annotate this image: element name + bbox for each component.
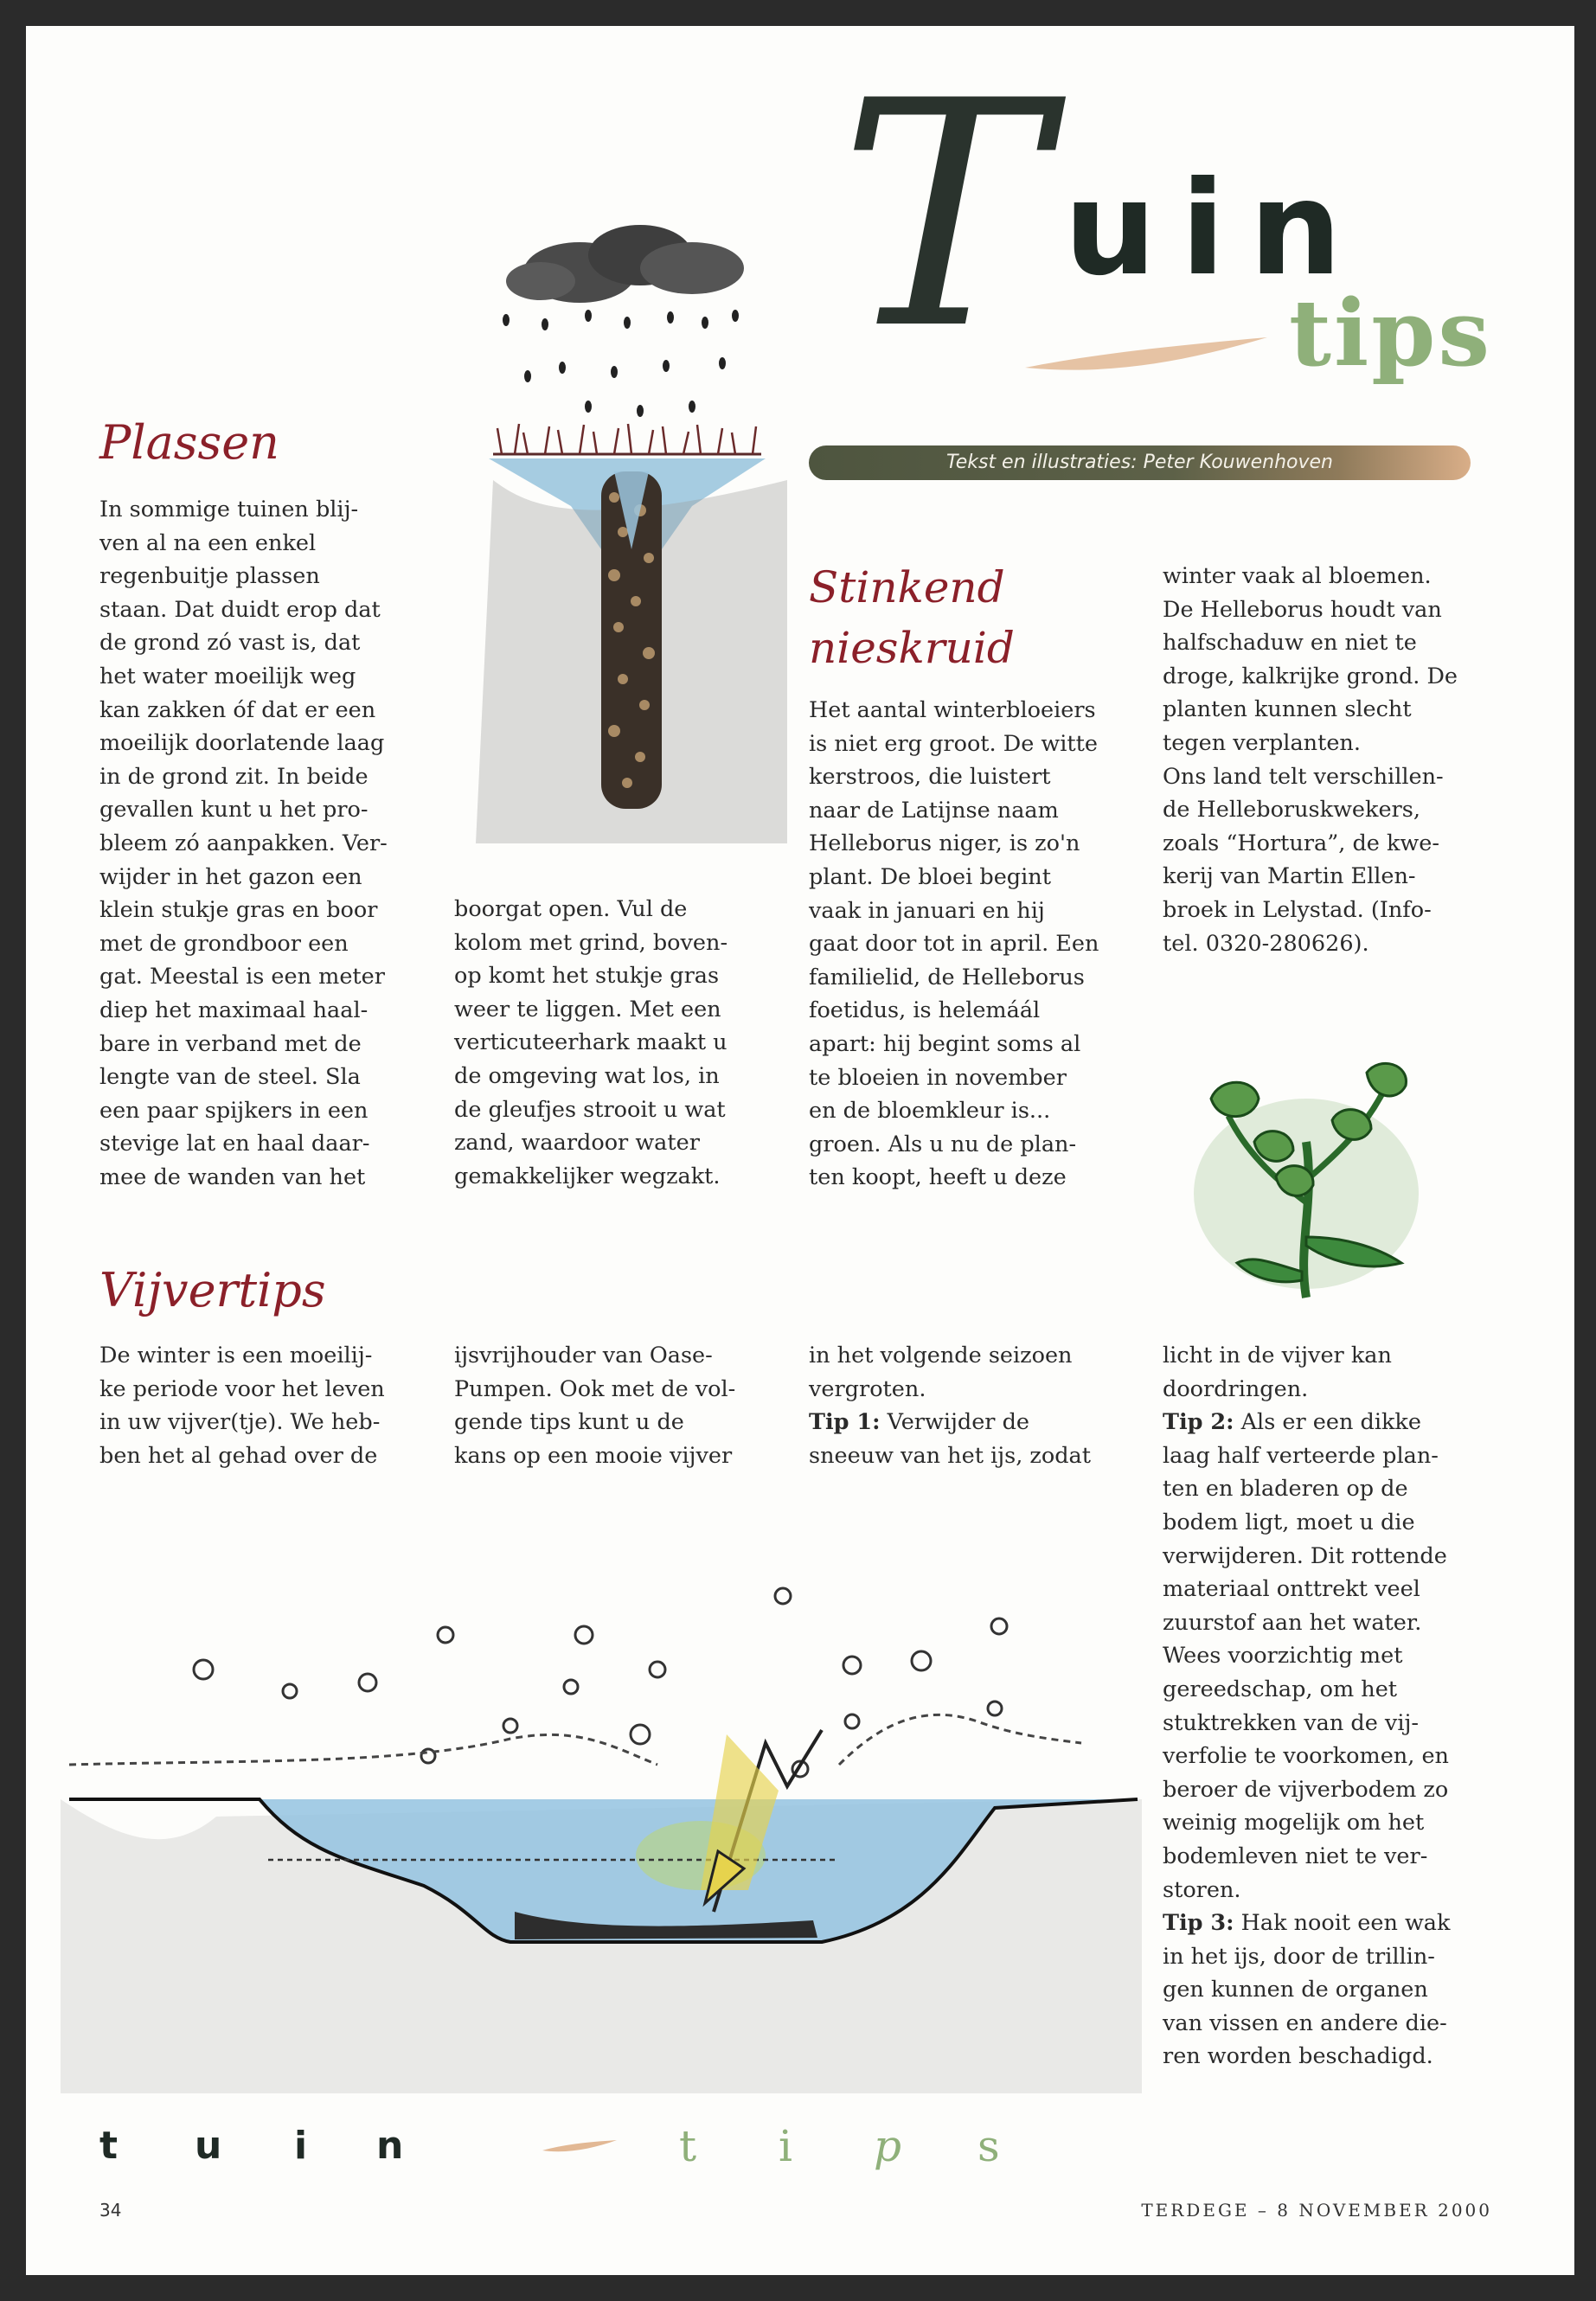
vijver-column-1: De winter is een moeilij- ke periode voor het leven in uw vijver(tje). We heb- ben het al gehad over de xyxy=(99,1343,385,1469)
credit-bar xyxy=(809,445,1471,480)
nieskruid-column-1: Het aantal winterbloeiers is niet erg groot. De witte kerstroos, die luistert naar de Latijnse naam Helleborus niger, is zo'n plant. De bloei begint vaak in januari en hij gaat door tot in april. Een familielid, de Helleborus foetidus, is helemáál apart: hij begint soms al te bloeien in november en de bloemkleur is... groen. Als u nu de plan- ten koopt, heeft u deze xyxy=(809,697,1099,1191)
tip1-label: Tip 1: xyxy=(809,1409,881,1436)
nieskruid-heading-line1: Stinkend xyxy=(809,562,1005,612)
vijver-col3-text: in het volgende seizoen vergroten. xyxy=(809,1343,1073,1402)
title-brush-stroke xyxy=(1021,333,1272,385)
tip2-label: Tip 2: xyxy=(1163,1409,1234,1436)
vijver-column-2: ijsvrijhouder van Oase- Pumpen. Ook met de vol- gende tips kunt u de kans op een mooie vijver xyxy=(454,1343,736,1469)
vijver-heading: Vijvertips xyxy=(99,1263,326,1317)
footer-brush-stroke xyxy=(541,2137,619,2157)
nieskruid-column-2: winter vaak al bloemen. De Helleborus houdt van halfschaduw en niet te droge, kalkrijke grond. De planten kunnen slecht tegen verplanten. Ons land telt verschillen- de Helleboruskwekers, zoals “Hortura”, de kwe- kerij van Martin Ellen- broek in Lelystad. (Info- tel. 0320-280626). xyxy=(1163,563,1458,957)
pond-illustration xyxy=(61,1548,1142,2093)
tip2-text: Als er een dikke laag half verteerde plan- ten en bladeren op de bodem ligt, moet u die verwijderen. Dit rottende materiaal onttrekt veel zuurstof aan het water. Wees voorzichtig met gereedschap, om het stuktrekken van de vij- verfolie te voorkomen, en beroer de vijverbodem zo weinig mogelijk om het bodemleven niet te ver- storen. xyxy=(1163,1409,1449,1903)
tip3-label: Tip 3: xyxy=(1163,1910,1234,1937)
publication-line: TERDEGE – 8 NOVEMBER 2000 xyxy=(1141,2200,1492,2221)
magazine-page: T uin tips Tekst en illustraties: Peter Kouwenhoven Plassen In sommige tuinen blij- ven al na een enkel regenbuitje plassen staan. Dat duidt erop dat de grond zó vast is, dat het water moeilijk weg kan zakken óf dat er een moeilijk doorlatende laag in de grond zit. In beide gevallen kunt u het pro- bleem zó aanpakken. Ver- wijder in het gazon een klein stukje gras en boor met de grondboor een gat. Meestal is een meter diep het maximaal haal- bare in verband met de lengte van de steel. Sla een paar spijkers in een stevige lat en haal daar- mee de wanden van het boorgat open. Vul de kolom met grind, boven- op komt het stukje gras weer te liggen. Met een verticuteerhark maakt u de omgeving wat los, in de gleufjes strooit u wat zand, waardoor water gemakkelijker wegzakt. Stinkend nieskruid Het aantal winterbloeiers is niet erg groot. De witte kerstroos, die luistert naar de Latijnse naam Helleborus niger, is zo'n plant. De bloei begint vaak in januari en hij gaat door tot in april. Een familielid, de Helleborus foetidus, is helemáál apart: hij begint soms al te bloeien in november en de bloemkleur is... groen. Als u nu de plan- ten koopt, heeft u deze winter vaak al bloemen. De Helleborus houdt van halfschaduw en niet te droge, kalkrijke grond. De planten kunnen slecht tegen verplanten. Ons land telt verschillen- de Helleboruskwekers, zoals “Hortura”, de kwe- kerij van Martin Ellen- broek in Lelystad. (Info- tel. 0320-280626). Vijvertips De winter is een moeilij- ke periode voor het leven in uw vijver(tje). We heb- ben het al gehad over de ijsvrijhouder van Oase- Pumpen. Ook met de vol- gende tips kunt u de kans op een mooie vijver in het volgende seizoen vergroten. Tip 1: Verwijder de sneeuw van het ijs, zodat licht in de vijver kan doordringen. Tip 2: Als er een dikke laag half verteerde plan- ten en bladeren op de bodem ligt, moet u die verwijderen. Dit rottende materiaal onttrekt veel zuurstof aan het water. Wees voorzichtig met gereedschap, om het stuktrekken van de vij- verfolie te voorkomen, en beroer de vijverbodem zo weinig mogelijk om het bodemleven niet te ver- storen. Tip 3: Hak nooit een wak in het ijs, door de trillin- gen kunnen de organen van vissen en andere die- ren worden beschadigd. t u i n t i p s 34 TERDEGE – 8 NOVEMBER 2000 xyxy=(26,26,1574,2275)
helleborus-illustration xyxy=(1168,1029,1445,1306)
vijver-col4-intro: licht in de vijver kan doordringen. xyxy=(1163,1343,1392,1402)
vijver-column-3 xyxy=(809,1339,1146,1472)
tip3-text: Hak nooit een wak in het ijs, door de trillin- gen kunnen de organen van vissen en andere die- ren worden beschadigd. xyxy=(1163,1910,1451,2070)
tip1-text: Verwijder de sneeuw van het ijs, zodat xyxy=(809,1409,1091,1469)
nieskruid-heading-line2: nieskruid xyxy=(809,623,1015,673)
plassen-column-1: In sommige tuinen blij- ven al na een enkel regenbuitje plassen staan. Dat duidt erop dat de grond zó vast is, dat het water moeilijk weg kan zakken óf dat er een moeilijk doorlatende laag in de grond zit. In beide gevallen kunt u het pro- bleem zó aanpakken. Ver- wijder in het gazon een klein stukje gras en boor met de grondboor een gat. Meestal is een meter diep het maximaal haal- bare in verband met de lengte van de steel. Sla een paar spijkers in een stevige lat en haal daar- mee de wanden van het xyxy=(99,497,388,1190)
plassen-column-2: boorgat open. Vul de kolom met grind, boven- op komt het stukje gras weer te liggen. Met een verticuteerhark maakt u de omgeving wat los, in de gleufjes strooit u wat zand, waardoor water gemakkelijker wegzakt. xyxy=(454,896,728,1189)
vijver-column-4 xyxy=(1163,1339,1504,2073)
title-tips: tips xyxy=(1289,279,1493,387)
drainage-illustration xyxy=(476,221,787,843)
credit-text: Tekst en illustraties: Peter Kouwenhoven xyxy=(945,452,1333,473)
title-uin: uin xyxy=(1064,154,1366,304)
plassen-heading: Plassen xyxy=(99,415,279,470)
title-swash-t: T xyxy=(839,35,1048,397)
page-number: 34 xyxy=(99,2200,122,2221)
